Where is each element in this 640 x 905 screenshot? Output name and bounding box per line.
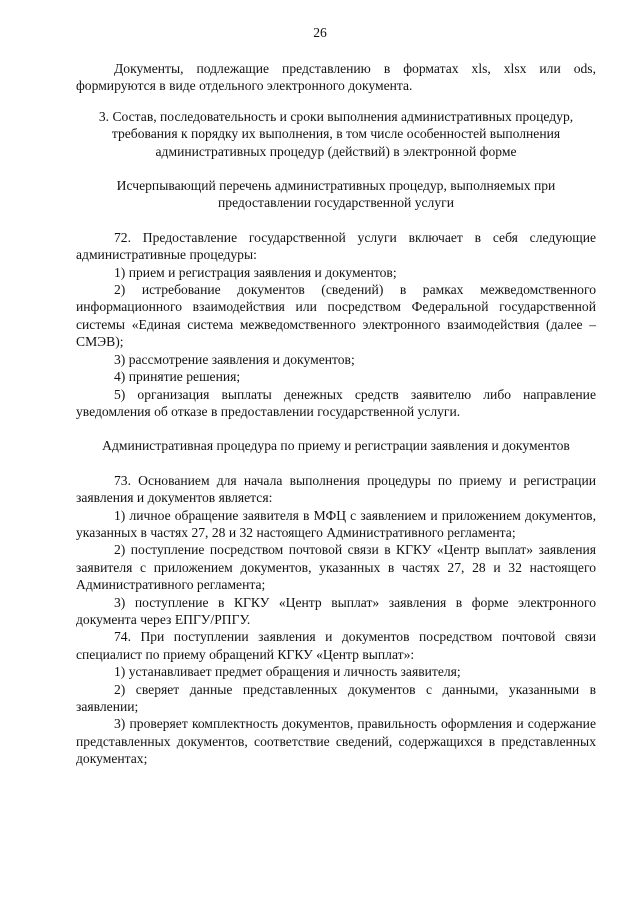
list-item: 2) поступление посредством почтовой связи в КГКУ «Центр выплат» заявления заявителя с приложением документов, указанных в частях 27, 28 и 32 настоящего Административного регламента; [76, 542, 596, 593]
page-number: 26 [313, 25, 327, 40]
paragraph: 72. Предоставление государственной услуги включает в себя следующие административные процедуры: [76, 229, 596, 263]
list-item: 3) поступление в КГКУ «Центр выплат» заявления в форме электронного документа через ЕПГУ/РПГУ. [76, 594, 596, 627]
list-item: 1) прием и регистрация заявления и документов; [114, 264, 397, 280]
subsection-heading: Административная процедура по приему и регистрации заявления и документов [102, 438, 570, 454]
paragraph: 74. При поступлении заявления и документов посредством почтовой связи специалист по приему обращений КГКУ «Центр выплат»: [76, 629, 596, 662]
section-heading: 3. Состав, последовательность и сроки выполнения административных процедур, требования к порядку их выполнения, в том числе особенностей выполнения административных процедур (действий) в электронной форме [98, 108, 574, 159]
subsection-heading: Исчерпывающий перечень административных процедур, выполняемых при предоставлении государственной услуги [116, 178, 556, 211]
list-item: 5) организация выплаты денежных средств заявителю либо направление уведомления об отказе в предоставлении государственной услуги. [76, 386, 596, 419]
document-body [76, 60, 596, 768]
list-item: 2) истребование документов (сведений) в рамках межведомственного информационного взаимодействия или посредством Федеральной государственной системы «Единая система межведомственного электронного взаимодействия (далее – СМЭВ); [76, 282, 596, 350]
paragraph: Документы, подлежащие представлению в форматах xls, xlsx или ods, формируются в виде отдельного электронного документа. [76, 61, 596, 94]
list-item: 3) рассмотрение заявления и документов; [114, 351, 355, 367]
list-item: 1) личное обращение заявителя в МФЦ с заявлением и приложением документов, указанных в частях 27, 28 и 32 настоящего Административного регламента; [76, 507, 596, 540]
paragraph: 73. Основанием для начала выполнения процедуры по приему и регистрации заявления и документов является: [76, 472, 596, 506]
list-item: 4) принятие решения; [114, 369, 241, 385]
list-item: 1) устанавливает предмет обращения и личность заявителя; [114, 664, 461, 680]
list-item: 2) сверяет данные представленных документов с данными, указанными в заявлении; [76, 681, 596, 714]
list-item: 3) проверяет комплектность документов, правильность оформления и содержание представленных документов, соответствие сведений, содержащихся в представленных документах; [76, 716, 596, 767]
